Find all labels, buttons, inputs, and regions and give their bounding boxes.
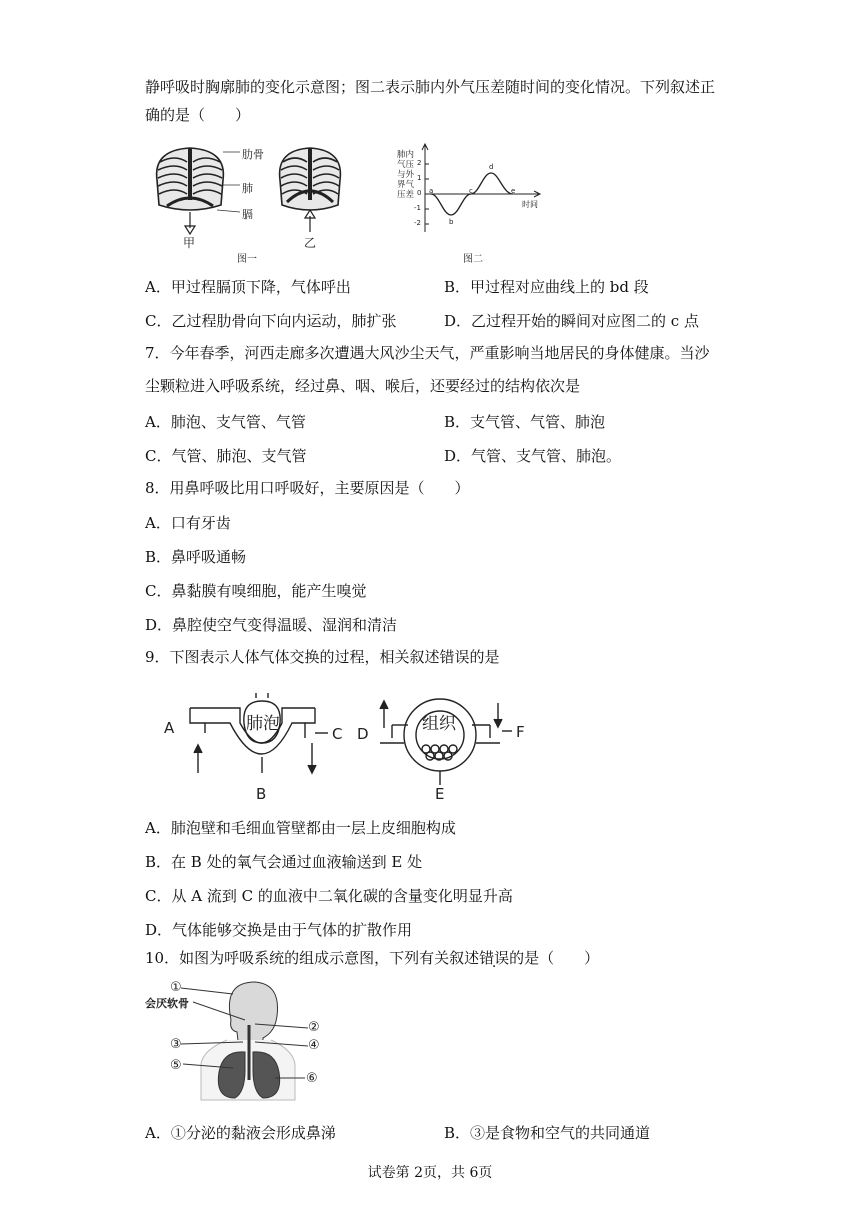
label-c: C (332, 725, 343, 743)
label-e: E (435, 785, 445, 803)
q9-option-a: A．肺泡壁和毛细血管壁都由一层上皮细胞构成 (145, 819, 456, 837)
q10-option-b: B．③是食物和空气的共同通道 (444, 1124, 651, 1142)
point-b: b (449, 218, 454, 226)
q10-respiratory-diagram (143, 980, 328, 1105)
q7-option-d: D．气管、支气管、肺泡。 (444, 447, 622, 465)
q8-stem: 8．用鼻呼吸比用口呼吸好，主要原因是（ ） (145, 479, 470, 497)
q7-option-b: B．支气管、气管、肺泡 (444, 413, 606, 431)
label-rib: 肋骨 (242, 148, 264, 161)
epiglottis-label: 会厌软骨 (145, 997, 189, 1010)
tick-2: 2 (417, 159, 422, 167)
q6-option-c: C．乙过程肋骨向下向内运动，肺扩张 (145, 312, 397, 330)
q10-stem-pre: 10．如图为呼吸系统的组成示意图，下列有关叙述 (145, 949, 480, 967)
label-lung: 肺 (242, 182, 253, 195)
fig2-caption: 图二 (463, 254, 483, 265)
q10-stem-post: 的是（ ） (509, 949, 600, 967)
q9-option-c: C．从 A 流到 C 的血液中二氧化碳的含量变化明显升高 (145, 887, 513, 905)
q8-option-d: D．鼻腔使空气变得温暖、湿润和清洁 (145, 616, 398, 634)
q9-option-b: B．在 B 处的氧气会通过血液输送到 E 处 (145, 853, 423, 871)
q6-stem-line2: 确的是（ ） (145, 106, 251, 124)
tick-neg2: -2 (414, 219, 421, 227)
q10-stem (145, 948, 599, 968)
point-e: e (511, 187, 516, 195)
label-f: F (516, 723, 525, 741)
label-a: A (164, 719, 175, 737)
point-a: a (429, 187, 434, 195)
tick-0: 0 (417, 189, 422, 197)
num-1: ① (170, 980, 182, 995)
q6-figure2 (395, 140, 555, 265)
fig2-ylabel: 肺内气压与外界气压差 (397, 150, 415, 200)
point-d: d (489, 163, 494, 171)
label-jia: 甲 (183, 236, 196, 250)
num-6: ⑥ (306, 1071, 318, 1086)
alveolus-label: 肺泡 (246, 714, 280, 734)
q6-stem-line1: 静呼吸时胸廓肺的变化示意图；图二表示肺内外气压差随时间的变化情况。下列叙述正 (145, 78, 716, 96)
label-d: D (357, 725, 369, 743)
q7-option-a: A．肺泡、支气管、气管 (145, 413, 306, 431)
tick-neg1: -1 (414, 204, 421, 212)
q7-stem-line1: 7．今年春季，河西走廊多次遭遇大风沙尘天气，严重影响当地居民的身体健康。当沙 (145, 344, 710, 362)
num-4: ④ (308, 1038, 320, 1053)
q8-option-c: C．鼻黏膜有嗅细胞，能产生嗅觉 (145, 582, 367, 600)
page-footer: 试卷第 2页，共 6页 (367, 1165, 493, 1181)
head-silhouette (229, 982, 277, 1050)
q8-option-a: A．口有牙齿 (145, 514, 231, 532)
rib-cage-jia (157, 148, 224, 210)
tissue-cells (422, 745, 457, 760)
rib-cage-yi (280, 148, 341, 210)
label-diaphragm: 膈 (242, 208, 253, 221)
q6-option-d: D．乙过程开始的瞬间对应图二的 c 点 (444, 312, 699, 330)
q6-option-b: B．甲过程对应曲线上的 bd 段 (444, 278, 649, 296)
label-b: B (256, 785, 267, 803)
q9-gas-exchange-diagram (160, 693, 560, 803)
point-c: c (469, 187, 473, 195)
q6-figure1 (145, 140, 395, 265)
num-5: ⑤ (170, 1058, 182, 1073)
q6-option-a: A．甲过程膈顶下降，气体呼出 (145, 278, 351, 296)
q7-option-c: C．气管、肺泡、支气管 (145, 447, 307, 465)
q10-stem-emphasis: 错误 (479, 949, 510, 967)
gas-exchange-svg (160, 693, 560, 803)
label-yi: 乙 (304, 236, 317, 250)
q10-option-a: A．①分泌的黏液会形成鼻涕 (145, 1124, 336, 1142)
fig1-caption: 图一 (237, 254, 257, 265)
tick-1: 1 (417, 174, 422, 182)
num-2: ② (308, 1020, 320, 1035)
q9-option-d: D．气体能够交换是由于气体的扩散作用 (145, 921, 413, 939)
num-3: ③ (170, 1037, 182, 1052)
fig2-xlabel: 时间 (522, 200, 538, 209)
q8-option-b: B．鼻呼吸通畅 (145, 548, 247, 566)
tissue-label: 组织 (422, 714, 456, 734)
q9-stem: 9．下图表示人体气体交换的过程，相关叙述错误的是 (145, 648, 500, 666)
q7-stem-line2: 尘颗粒进入呼吸系统，经过鼻、咽、喉后，还要经过的结构依次是 (145, 377, 581, 395)
